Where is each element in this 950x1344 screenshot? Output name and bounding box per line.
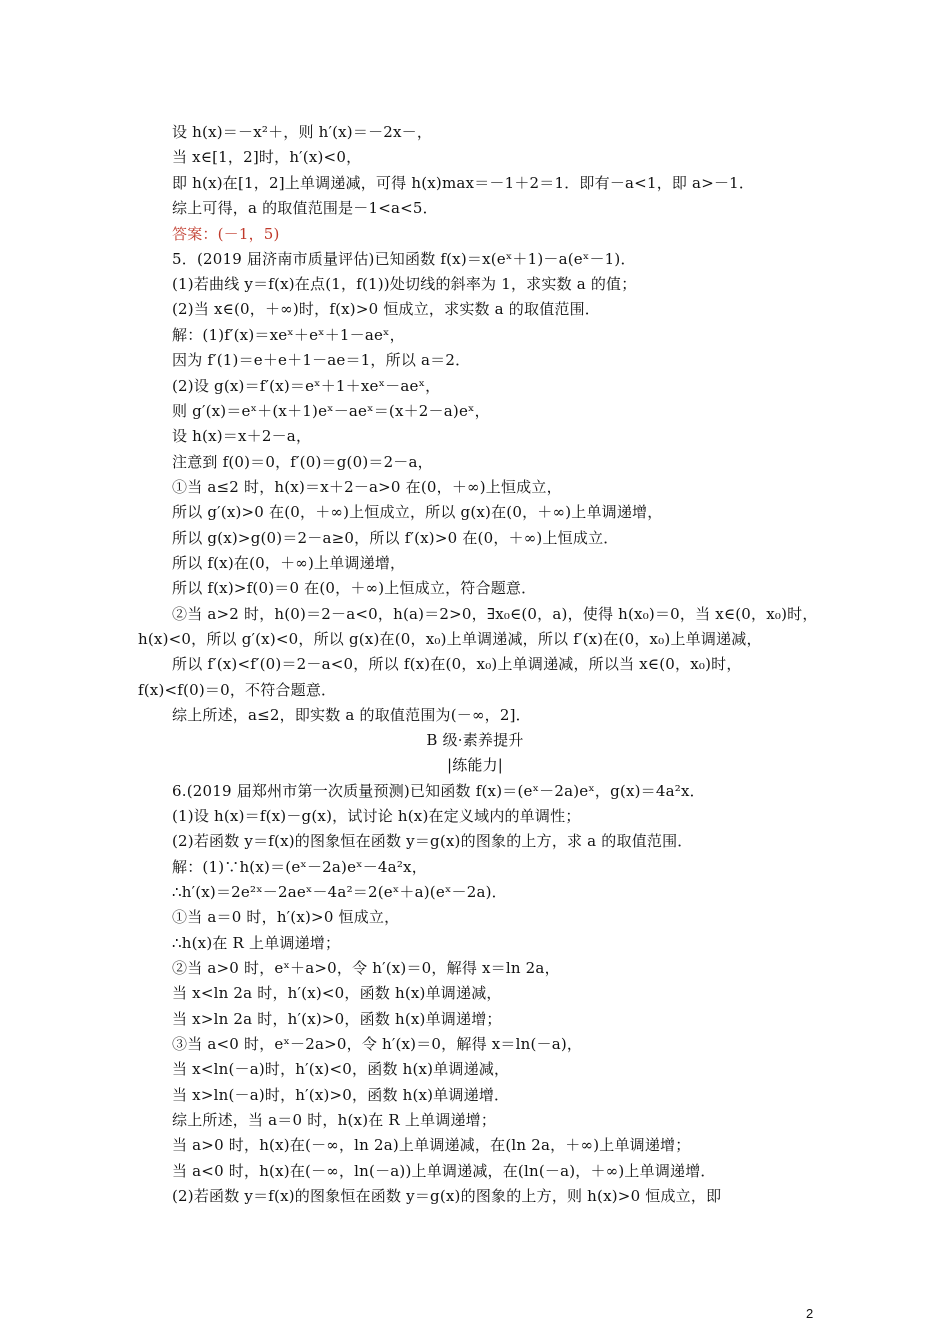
- text-line: 因为 f′(1)＝e＋e＋1－ae＝1，所以 a＝2．: [172, 351, 471, 369]
- text-line: 所以 f′(x)<f′(0)＝2－a<0，所以 f(x)在(0，x₀)上单调递减，所以当 x∈(0，x₀)时，: [172, 655, 742, 673]
- text-line: 设 h(x)＝x＋2－a，: [172, 427, 312, 445]
- text-line: 当 x<ln 2a 时，h′(x)<0，函数 h(x)单调递减，: [172, 984, 502, 1002]
- text-line: 所以 g(x)>g(0)＝2－a≥0，所以 f′(x)>0 在(0，＋∞)上恒成立．: [172, 529, 619, 547]
- problem-5-title: 5．(2019 届济南市质量评估)已知函数 f(x)＝x(eˣ＋1)－a(eˣ－1)．: [172, 250, 636, 268]
- text-line: 所以 f(x)在(0，＋∞)上单调递增，: [172, 554, 406, 572]
- text-line: (2)当 x∈(0，＋∞)时，f(x)>0 恒成立，求实数 a 的取值范围．: [172, 300, 600, 318]
- text-line: (2)若函数 y＝f(x)的图象恒在函数 y＝g(x)的图象的上方，则 h(x)>0 恒成立，即: [172, 1187, 722, 1205]
- text-line: ②当 a>2 时，h(0)＝2－a<0，h(a)＝2>0，∃x₀∈(0，a)，使得 h(x₀)＝0，当 x∈(0，x₀)时，: [172, 605, 818, 623]
- text-line: 所以 g′(x)>0 在(0，＋∞)上恒成立，所以 g(x)在(0，＋∞)上单调递增，: [172, 503, 663, 521]
- text-line: 综上所述，a≤2，即实数 a 的取值范围为(－∞，2]．: [172, 706, 531, 724]
- text-line: 当 a<0 时，h(x)在(－∞，ln(－a))上单调递减，在(ln(－a)，＋∞)上单调递增．: [172, 1162, 716, 1180]
- text-line: (1)若曲线 y＝f(x)在点(1，f(1))处切线的斜率为 1，求实数 a 的值；: [172, 275, 637, 293]
- text-line: ∴h′(x)＝2e²ˣ－2aeˣ－4a²＝2(eˣ＋a)(eˣ－2a)．: [172, 883, 507, 901]
- problem-6-title: 6.(2019 届郑州市第一次质量预测)已知函数 f(x)＝(eˣ－2a)eˣ，g(x)＝4a²x．: [172, 782, 705, 800]
- text-line: ①当 a≤2 时，h(x)＝x＋2－a>0 在(0，＋∞)上恒成立，: [172, 478, 562, 496]
- text-line: 所以 f(x)>f(0)＝0 在(0，＋∞)上恒成立，符合题意．: [172, 579, 537, 597]
- text-line: 当 x>ln(－a)时，h′(x)>0，函数 h(x)单调递增．: [172, 1086, 510, 1104]
- text-line: 则 g′(x)＝eˣ＋(x＋1)eˣ－aeˣ＝(x＋2－a)eˣ，: [172, 402, 490, 420]
- text-line: 当 x>ln 2a 时，h′(x)>0，函数 h(x)单调递增；: [172, 1010, 502, 1028]
- text-line: ③当 a<0 时，eˣ－2a>0，令 h′(x)＝0，解得 x＝ln(－a)，: [172, 1035, 583, 1053]
- text-line: 当 x∈[1，2]时，h′(x)<0，: [172, 148, 362, 166]
- text-line: (2)设 g(x)＝f′(x)＝eˣ＋1＋xeˣ－aeˣ，: [172, 377, 441, 395]
- text-line: h(x)<0，所以 g′(x)<0，所以 g(x)在(0，x₀)上单调递减，所以 f′(x)在(0，x₀)上单调递减，: [138, 630, 762, 648]
- text-line: 当 a>0 时，h(x)在(－∞，ln 2a)上单调递减，在(ln 2a，＋∞)上单调递增；: [172, 1136, 691, 1154]
- text-line: 注意到 f(0)＝0，f′(0)＝g(0)＝2－a，: [172, 453, 433, 471]
- section-heading: B 级·素养提升: [426, 731, 524, 749]
- page-number: 2: [806, 1306, 814, 1321]
- solution-line: 解：(1)∵h(x)＝(eˣ－2a)eˣ－4a²x，: [172, 858, 427, 876]
- section-subheading: |练能力|: [446, 756, 504, 774]
- text-line: ①当 a＝0 时，h′(x)>0 恒成立，: [172, 908, 400, 926]
- text-line: 当 x<ln(－a)时，h′(x)<0，函数 h(x)单调递减，: [172, 1060, 510, 1078]
- text-line: ∴h(x)在 R 上单调递增；: [172, 934, 341, 952]
- text-line: 即 h(x)在[1，2]上单调递减，可得 h(x)max＝－1＋2＝1．即有－a<1，即 a>－1．: [172, 174, 755, 192]
- text-line: ②当 a>0 时，eˣ＋a>0，令 h′(x)＝0，解得 x＝ln 2a，: [172, 959, 560, 977]
- answer-line: 答案：(－1，5): [172, 225, 280, 243]
- text-line: 综上所述，当 a＝0 时，h(x)在 R 上单调递增；: [172, 1111, 497, 1129]
- text-line: 设 h(x)＝－x²＋，则 h′(x)＝－2x－，: [172, 123, 433, 141]
- text-line: 综上可得，a 的取值范围是－1<a<5．: [172, 199, 438, 217]
- solution-line: 解：(1)f′(x)＝xeˣ＋eˣ＋1－aeˣ，: [172, 326, 405, 344]
- text-line: f(x)<f(0)＝0，不符合题意．: [138, 681, 337, 699]
- text-line: (2)若函数 y＝f(x)的图象恒在函数 y＝g(x)的图象的上方，求 a 的取值范围．: [172, 832, 693, 850]
- text-line: (1)设 h(x)＝f(x)－g(x)，试讨论 h(x)在定义域内的单调性；: [172, 807, 581, 825]
